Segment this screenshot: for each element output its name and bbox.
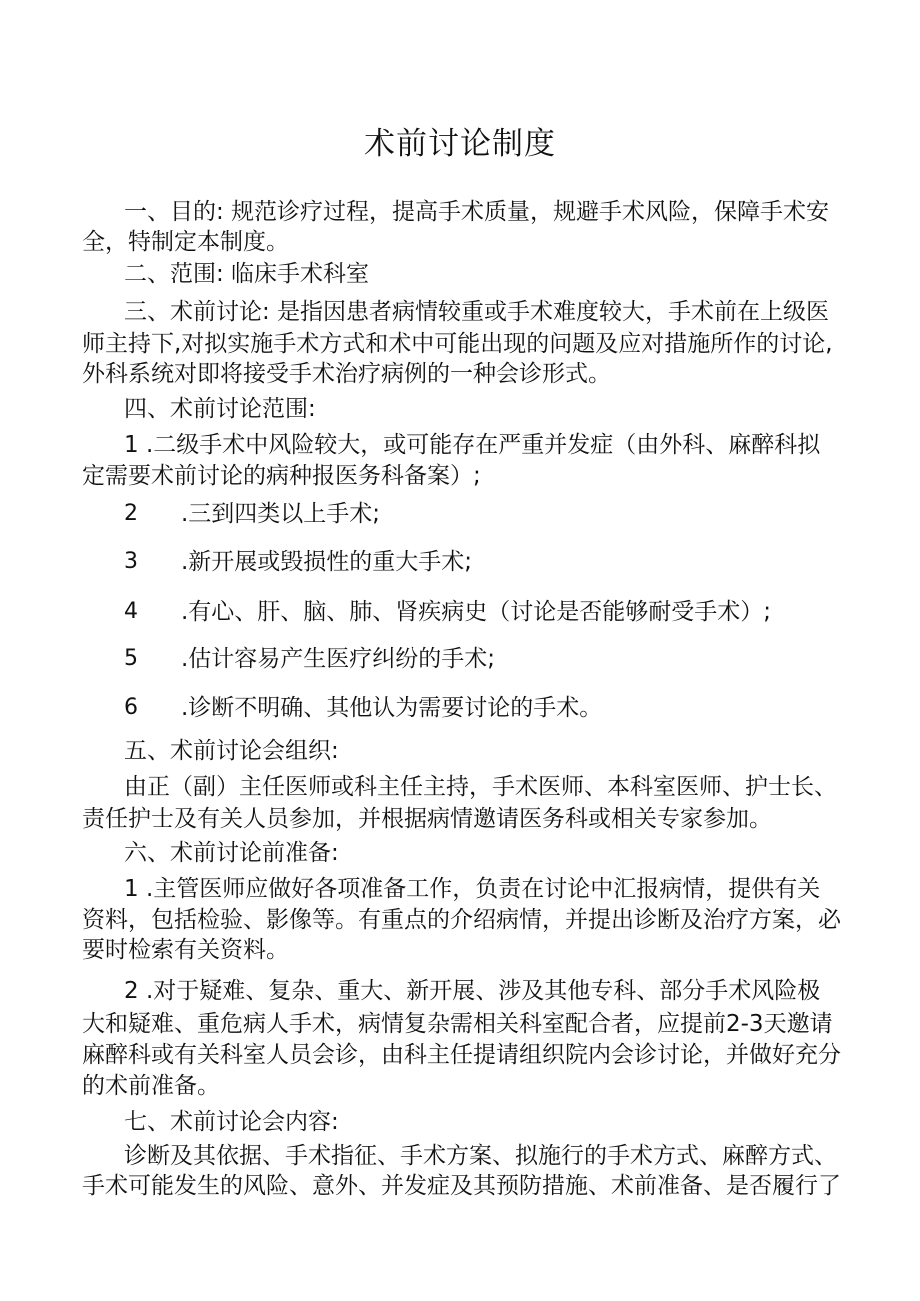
- section-definition-line-1: 三、术前讨论: 是指因患者病情较重或手术难度较大，手术前在上级医: [124, 299, 830, 325]
- section-discussion-range-heading: 四、术前讨论范围:: [124, 396, 316, 422]
- range-item-number: 5: [124, 646, 138, 671]
- preparation-item-2-line-4: 的术前准备。: [82, 1073, 220, 1099]
- range-item-text: .估计容易产生医疗纠纷的手术;: [181, 646, 496, 672]
- preparation-item-1-line-3: 要时检索有关资料。: [82, 937, 289, 963]
- section-definition-line-3: 外科系统对即将接受手术治疗病例的一种会诊形式。: [82, 361, 611, 387]
- range-item-number: 3: [124, 549, 138, 574]
- section-organization-line-1: 由正（副）主任医师或科主任主持，手术医师、本科室医师、护士长、: [124, 774, 837, 800]
- preparation-item-1-line-1: 1 .主管医师应做好各项准备工作，负责在讨论中汇报病情，提供有关: [124, 876, 821, 902]
- range-item-1-line-2: 定需要术前讨论的病种报医务科备案）;: [82, 463, 481, 489]
- range-item-text: .三到四类以上手术;: [181, 501, 381, 527]
- document-title: 术前讨论制度: [364, 126, 556, 162]
- section-content-heading: 七、术前讨论会内容:: [124, 1109, 339, 1135]
- section-scope: 二、范围: 临床手术科室: [124, 261, 370, 287]
- section-purpose-line-2: 全，特制定本制度。: [82, 229, 289, 255]
- range-item-text: .有心、肝、脑、肺、肾疾病史（讨论是否能够耐受手术）;: [181, 599, 772, 625]
- preparation-item-2-line-3: 麻醉科或有关科室人员会诊，由科主任提请组织院内会诊讨论，并做好充分: [82, 1042, 841, 1068]
- range-item-number: 6: [124, 695, 138, 720]
- range-item-1-line-1: 1 .二级手术中风险较大，或可能存在严重并发症（由外科、麻醉科拟: [124, 432, 821, 458]
- range-item-number: 4: [124, 599, 138, 624]
- range-item-number: 2: [124, 501, 138, 526]
- preparation-item-2-line-2: 大和疑难、重危病人手术，病情复杂需相关科室配合者，应提前2-3天邀请: [82, 1011, 833, 1037]
- preparation-item-1-line-2: 资料，包括检验、影像等。有重点的介绍病情，并提出诊断及治疗方案，必: [82, 907, 841, 933]
- section-content-line-2: 手术可能发生的风险、意外、并发症及其预防措施、术前准备、是否履行了: [82, 1173, 841, 1199]
- section-purpose-line-1: 一、目的: 规范诊疗过程，提高手术质量，规避手术风险，保障手术安: [124, 199, 830, 225]
- section-definition-line-2: 师主持下,对拟实施手术方式和术中可能出现的问题及应对措施所作的讨论,: [82, 331, 833, 357]
- preparation-item-2-line-1: 2 .对于疑难、复杂、重大、新开展、涉及其他专科、部分手术风险极: [124, 978, 821, 1004]
- range-item-text: .新开展或毁损性的重大手术;: [181, 549, 473, 575]
- section-organization-heading: 五、术前讨论会组织:: [124, 738, 339, 764]
- range-item-text: .诊断不明确、其他认为需要讨论的手术。: [181, 695, 603, 721]
- section-content-line-1: 诊断及其依据、手术指征、手术方案、拟施行的手术方式、麻醉方式、: [124, 1143, 837, 1169]
- section-preparation-heading: 六、术前讨论前准备:: [124, 840, 339, 866]
- section-organization-line-2: 责任护士及有关人员参加，并根据病情邀请医务科或相关专家参加。: [82, 806, 772, 832]
